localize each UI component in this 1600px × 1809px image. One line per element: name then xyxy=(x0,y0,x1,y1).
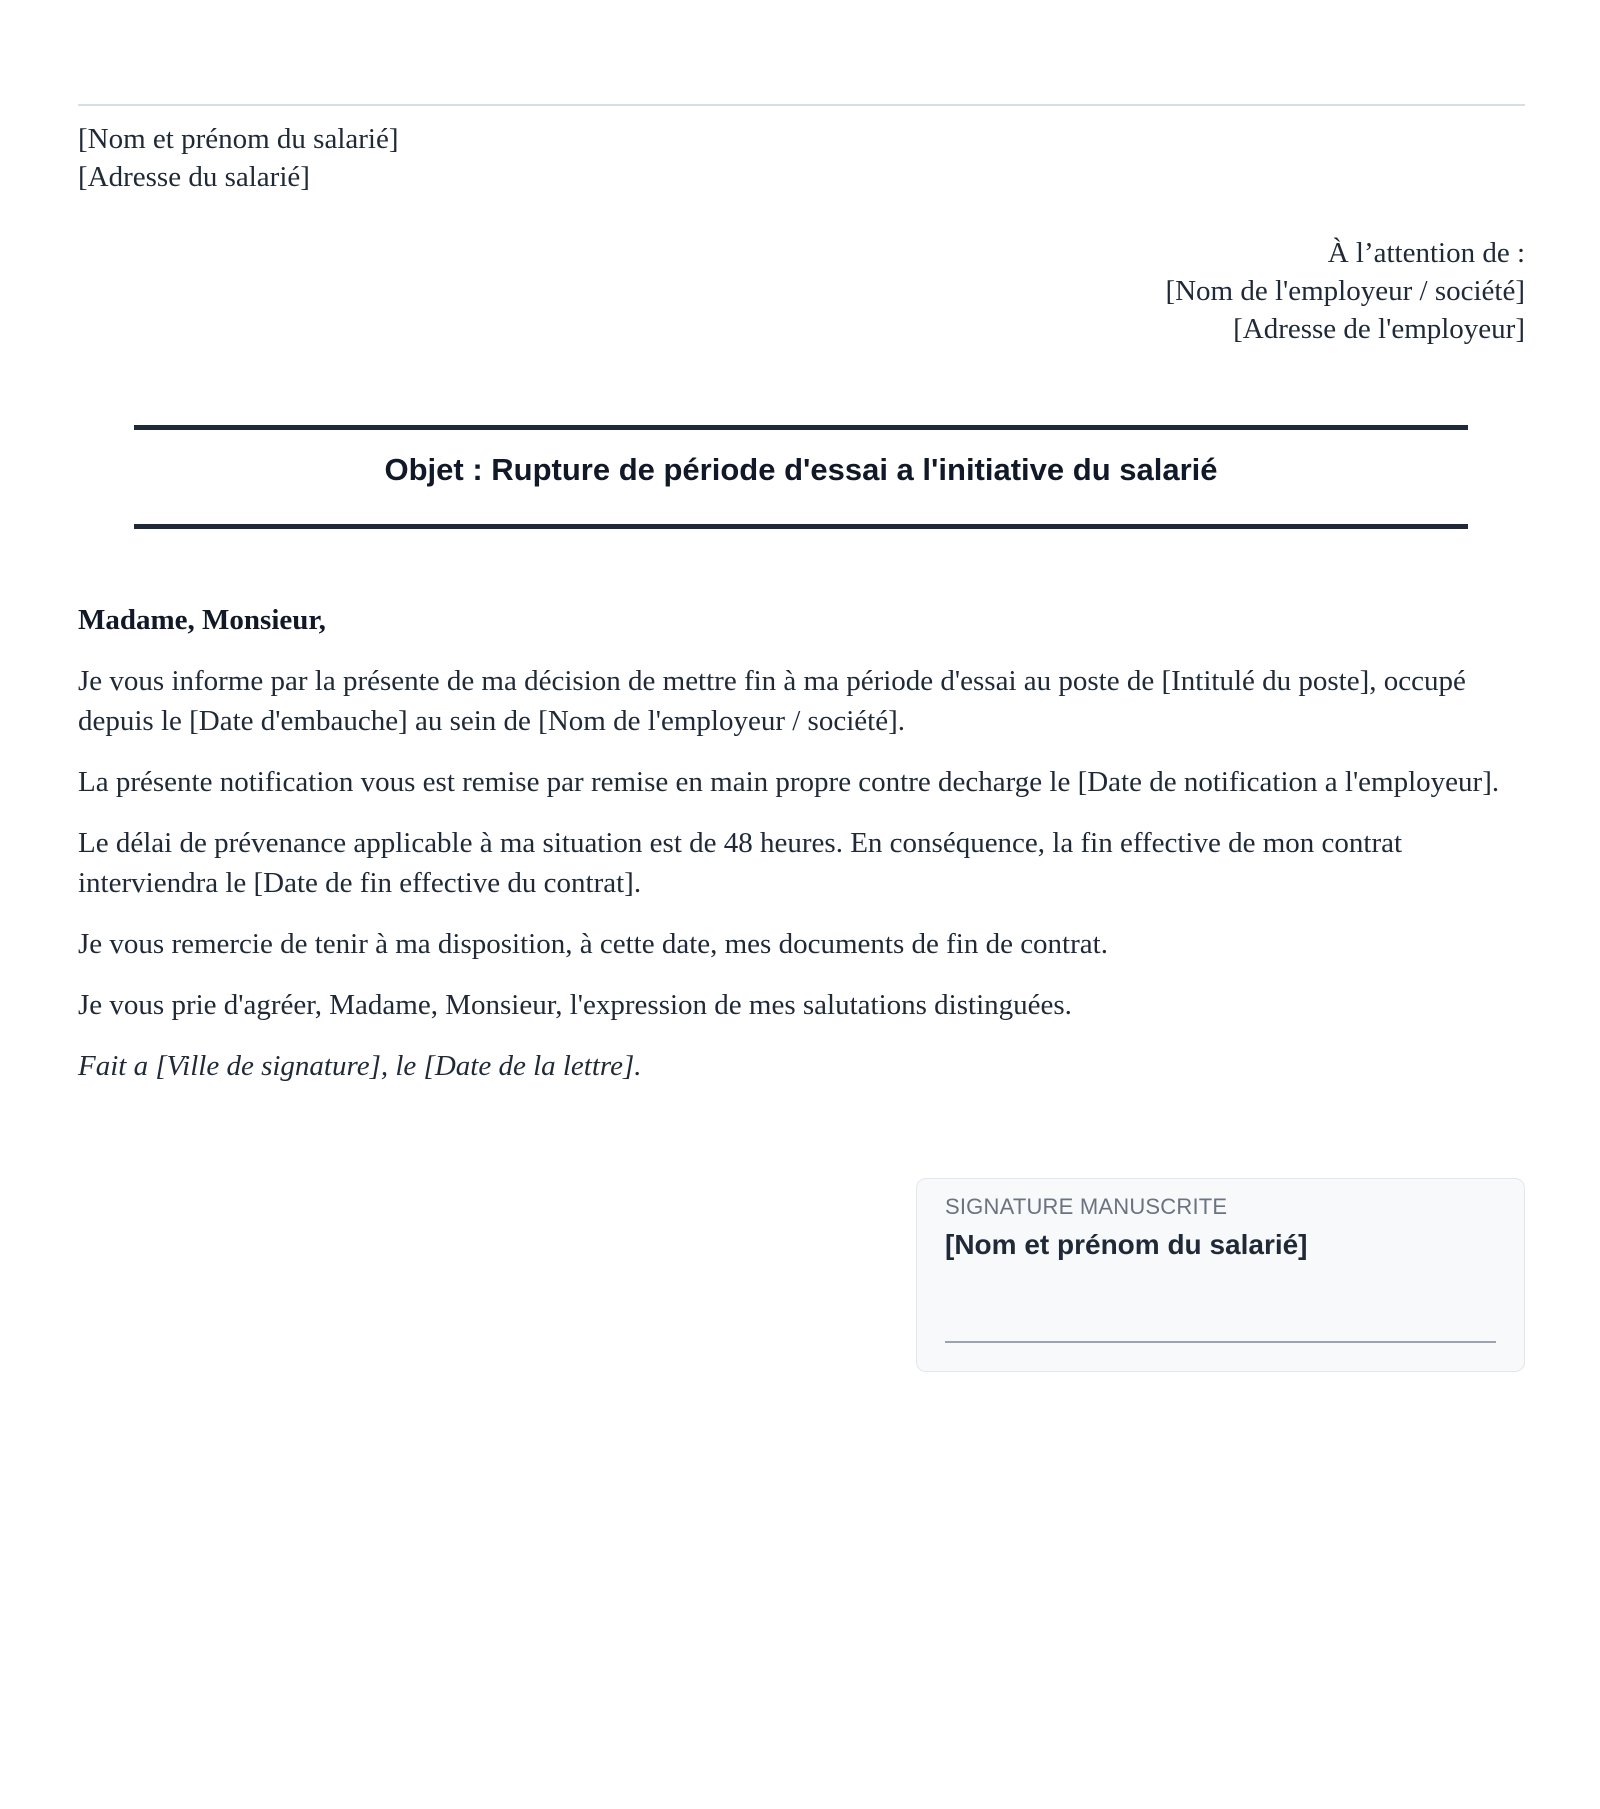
recipient-attention: À l’attention de : xyxy=(1327,237,1525,269)
signature-box xyxy=(916,1178,1525,1372)
signature-label: SIGNATURE MANUSCRITE xyxy=(945,1194,1228,1219)
sender-name: [Nom et prénom du salarié] xyxy=(78,123,399,155)
sender-address: [Adresse du salarié] xyxy=(78,161,310,193)
place-and-date: Fait a [Ville de signature], le [Date de la lettre]. xyxy=(78,1050,642,1082)
paragraph: Le délai de prévenance applicable à ma situation est de 48 heures. En conséquence, la fin effective de mon contrat interviendra le [Date de fin effective du contrat]. xyxy=(78,827,1403,899)
signature-name: [Nom et prénom du salarié] xyxy=(945,1229,1308,1260)
recipient-address: [Adresse de l'employeur] xyxy=(1233,313,1525,345)
paragraph: La présente notification vous est remise par remise en main propre contre decharge le [Date de notification a l'employeur]. xyxy=(78,766,1500,798)
paragraph: Je vous remercie de tenir à ma disposition, à cette date, mes documents de fin de contrat. xyxy=(78,928,1108,960)
signature-line xyxy=(945,1341,1496,1343)
subject-title: Objet : Rupture de période d'essai a l'initiative du salarié xyxy=(384,452,1218,487)
subject-block xyxy=(134,425,1468,529)
sender-block xyxy=(78,120,399,196)
recipient-name: [Nom de l'employeur / société] xyxy=(1165,275,1525,307)
paragraph: Je vous prie d'agréer, Madame, Monsieur, l'expression de mes salutations distinguées. xyxy=(78,989,1072,1021)
recipient-block xyxy=(1165,234,1525,348)
top-divider xyxy=(78,104,1525,106)
letter-body xyxy=(78,600,1525,1107)
greeting: Madame, Monsieur, xyxy=(78,604,326,636)
paragraph: Je vous informe par la présente de ma décision de mettre fin à ma période d'essai au poste de [Intitulé du poste], occupé depuis le [Date d'embauche] au sein de [Nom de l'employeur / société]. xyxy=(78,665,1466,737)
